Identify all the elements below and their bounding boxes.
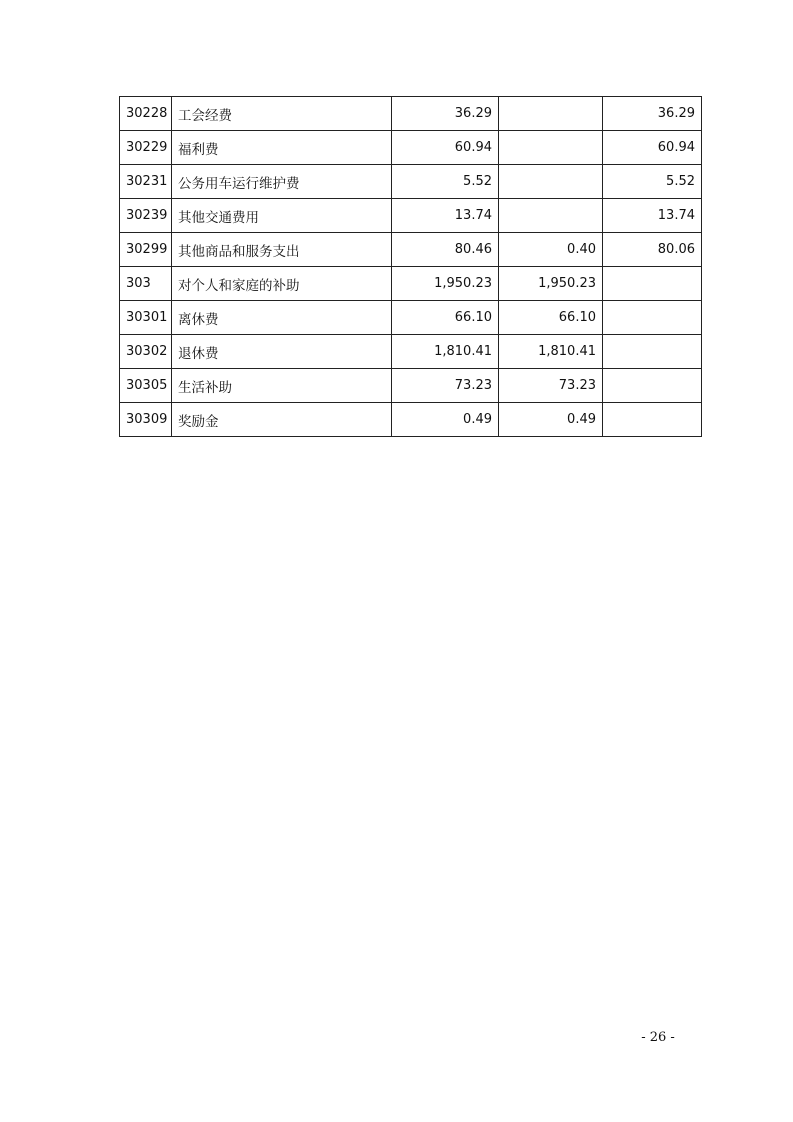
project-expenditure-cell <box>603 267 702 301</box>
account-name-cell: 公务用车运行维护费 <box>172 165 392 199</box>
basic-expenditure-cell: 0.40 <box>499 233 603 267</box>
account-code-cell: 30231 <box>120 165 172 199</box>
account-name-cell: 对个人和家庭的补助 <box>172 267 392 301</box>
total-amount-cell: 80.46 <box>392 233 499 267</box>
account-name-cell: 奖励金 <box>172 403 392 437</box>
total-amount-cell: 73.23 <box>392 369 499 403</box>
basic-expenditure-cell <box>499 165 603 199</box>
table-row <box>120 131 702 165</box>
project-expenditure-cell <box>603 403 702 437</box>
project-expenditure-cell <box>603 369 702 403</box>
table-row <box>120 335 702 369</box>
account-code-cell: 30305 <box>120 369 172 403</box>
project-expenditure-cell <box>603 335 702 369</box>
expenditure-table-body <box>120 97 702 437</box>
basic-expenditure-cell: 73.23 <box>499 369 603 403</box>
project-expenditure-cell: 60.94 <box>603 131 702 165</box>
account-name-cell: 其他交通费用 <box>172 199 392 233</box>
account-code-cell: 30239 <box>120 199 172 233</box>
basic-expenditure-cell <box>499 131 603 165</box>
account-name-cell: 其他商品和服务支出 <box>172 233 392 267</box>
account-code-cell: 303 <box>120 267 172 301</box>
basic-expenditure-cell <box>499 199 603 233</box>
account-name-cell: 福利费 <box>172 131 392 165</box>
table-row <box>120 301 702 335</box>
account-code-cell: 30309 <box>120 403 172 437</box>
table-row <box>120 97 702 131</box>
total-amount-cell: 60.94 <box>392 131 499 165</box>
total-amount-cell: 13.74 <box>392 199 499 233</box>
project-expenditure-cell: 80.06 <box>603 233 702 267</box>
basic-expenditure-cell: 1,950.23 <box>499 267 603 301</box>
project-expenditure-cell <box>603 301 702 335</box>
table-row <box>120 233 702 267</box>
project-expenditure-cell: 5.52 <box>603 165 702 199</box>
table-row <box>120 165 702 199</box>
page-number: - 26 - <box>641 1030 675 1045</box>
account-name-cell: 生活补助 <box>172 369 392 403</box>
table-row <box>120 267 702 301</box>
account-code-cell: 30301 <box>120 301 172 335</box>
total-amount-cell: 1,950.23 <box>392 267 499 301</box>
total-amount-cell: 0.49 <box>392 403 499 437</box>
account-code-cell: 30229 <box>120 131 172 165</box>
table-row <box>120 199 702 233</box>
account-name-cell: 退休费 <box>172 335 392 369</box>
table-row <box>120 369 702 403</box>
total-amount-cell: 5.52 <box>392 165 499 199</box>
basic-expenditure-cell <box>499 97 603 131</box>
total-amount-cell: 36.29 <box>392 97 499 131</box>
basic-expenditure-cell: 1,810.41 <box>499 335 603 369</box>
account-code-cell: 30302 <box>120 335 172 369</box>
account-name-cell: 工会经费 <box>172 97 392 131</box>
project-expenditure-cell: 36.29 <box>603 97 702 131</box>
basic-expenditure-cell: 66.10 <box>499 301 603 335</box>
expenditure-table <box>119 96 702 437</box>
total-amount-cell: 66.10 <box>392 301 499 335</box>
account-code-cell: 30228 <box>120 97 172 131</box>
total-amount-cell: 1,810.41 <box>392 335 499 369</box>
account-name-cell: 离休费 <box>172 301 392 335</box>
account-code-cell: 30299 <box>120 233 172 267</box>
table-row <box>120 403 702 437</box>
basic-expenditure-cell: 0.49 <box>499 403 603 437</box>
project-expenditure-cell: 13.74 <box>603 199 702 233</box>
